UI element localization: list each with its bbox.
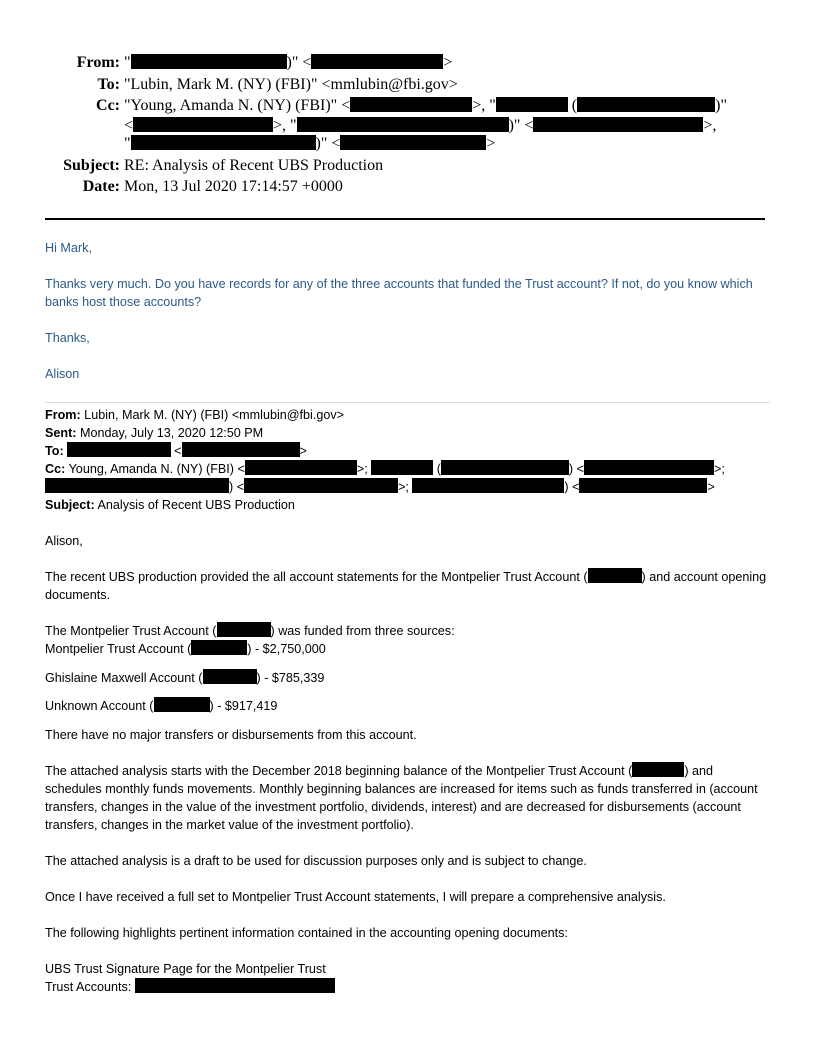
redaction <box>579 478 707 493</box>
redaction <box>67 442 171 457</box>
redaction <box>412 478 564 493</box>
redaction <box>577 97 715 112</box>
redaction <box>297 117 509 132</box>
redaction <box>154 697 210 712</box>
subject-value: RE: Analysis of Recent UBS Production <box>124 157 384 174</box>
funding-source-1: Montpelier Trust Account ( ) - $2,750,000 <box>45 642 326 656</box>
to-label: To: <box>97 76 120 93</box>
cc-label: Cc: <box>96 97 120 114</box>
paragraph-5: The attached analysis is a draft to be used for discussion purposes only and is subject to change. <box>45 854 587 868</box>
cc-value-line3: " )" < > <box>124 135 496 152</box>
from-label: From: <box>76 54 120 71</box>
redaction <box>350 97 472 112</box>
header-divider <box>45 218 765 220</box>
redaction <box>45 478 229 493</box>
trust-accounts-line: Trust Accounts: <box>45 978 770 996</box>
reply-greeting: Hi Mark, <box>45 241 92 255</box>
funding-source-2: Ghislaine Maxwell Account ( ) - $785,339 <box>45 671 325 685</box>
redaction <box>131 135 316 150</box>
reply-body: Thanks very much. Do you have records for any of the three accounts that funded the Trust account? If not, do you know which banks host those accounts? <box>45 277 753 309</box>
quoted-sent: Sent: Monday, July 13, 2020 12:50 PM <box>45 426 264 440</box>
redaction <box>632 762 684 777</box>
reply-closing: Thanks, <box>45 331 90 345</box>
redaction <box>340 135 486 150</box>
redaction <box>182 442 300 457</box>
cc-value-line2: < >, " )" < >, <box>124 117 717 134</box>
date-label: Date: <box>82 178 120 195</box>
quoted-subject: Subject: Analysis of Recent UBS Production <box>45 498 295 512</box>
reply-signature: Alison <box>45 367 80 381</box>
quoted-from: From: Lubin, Mark M. (NY) (FBI) <mmlubin@fbi.gov> <box>45 408 345 422</box>
paragraph-4: The attached analysis starts with the December 2018 beginning balance of the Montpelier Trust Account ( ) and schedules monthly funds movements. Monthly beginning balances are increased for items such as funds transferred in (account transfers, changes in the value of the investment portfolio, dividends, interest) and are decreased for disbursements (account transfers, changes in the market value of the investment portfolio). <box>45 764 758 832</box>
quoted-divider <box>45 402 770 403</box>
date-value: Mon, 13 Jul 2020 17:14:57 +0000 <box>124 178 343 195</box>
redaction <box>135 978 335 993</box>
paragraph-2: The Montpelier Trust Account ( ) was funded from three sources: <box>45 624 455 638</box>
redaction <box>133 117 273 132</box>
redaction <box>191 640 247 655</box>
to-value: "Lubin, Mark M. (NY) (FBI)" <mmlubin@fbi.gov> <box>124 76 458 93</box>
quoted-cc-line2: ) < >; ) < > <box>45 478 770 496</box>
signature-page-heading: UBS Trust Signature Page for the Montpelier Trust <box>45 962 326 976</box>
subject-label: Subject: <box>63 157 120 174</box>
paragraph-6: Once I have received a full set to Montpelier Trust Account statements, I will prepare a comprehensive analysis. <box>45 890 666 904</box>
paragraph-1: The recent UBS production provided the all account statements for the Montpelier Trust Account ( ) and account opening documents. <box>45 570 767 602</box>
redaction <box>371 460 433 475</box>
redaction <box>588 568 642 583</box>
message-salutation: Alison, <box>45 534 83 548</box>
quoted-cc: Cc: Young, Amanda N. (NY) (FBI) < >; ( ) < >; <box>45 462 725 476</box>
redaction <box>311 54 443 69</box>
quoted-to: To: < > <box>45 444 307 458</box>
redaction <box>245 460 357 475</box>
redaction <box>244 478 398 493</box>
redaction <box>584 460 714 475</box>
redaction <box>203 669 257 684</box>
redaction <box>131 54 287 69</box>
paragraph-7: The following highlights pertinent information contained in the accounting opening documents: <box>45 926 568 940</box>
paragraph-3: There have no major transfers or disbursements from this account. <box>45 728 417 742</box>
from-value: " )" < > <box>124 54 453 71</box>
redaction <box>441 460 569 475</box>
redaction <box>496 97 568 112</box>
redaction <box>217 622 271 637</box>
redaction <box>533 117 703 132</box>
cc-value-line1: "Young, Amanda N. (NY) (FBI)" < >, " ( )" <box>124 97 727 114</box>
funding-source-3: Unknown Account ( ) - $917,419 <box>45 699 278 713</box>
